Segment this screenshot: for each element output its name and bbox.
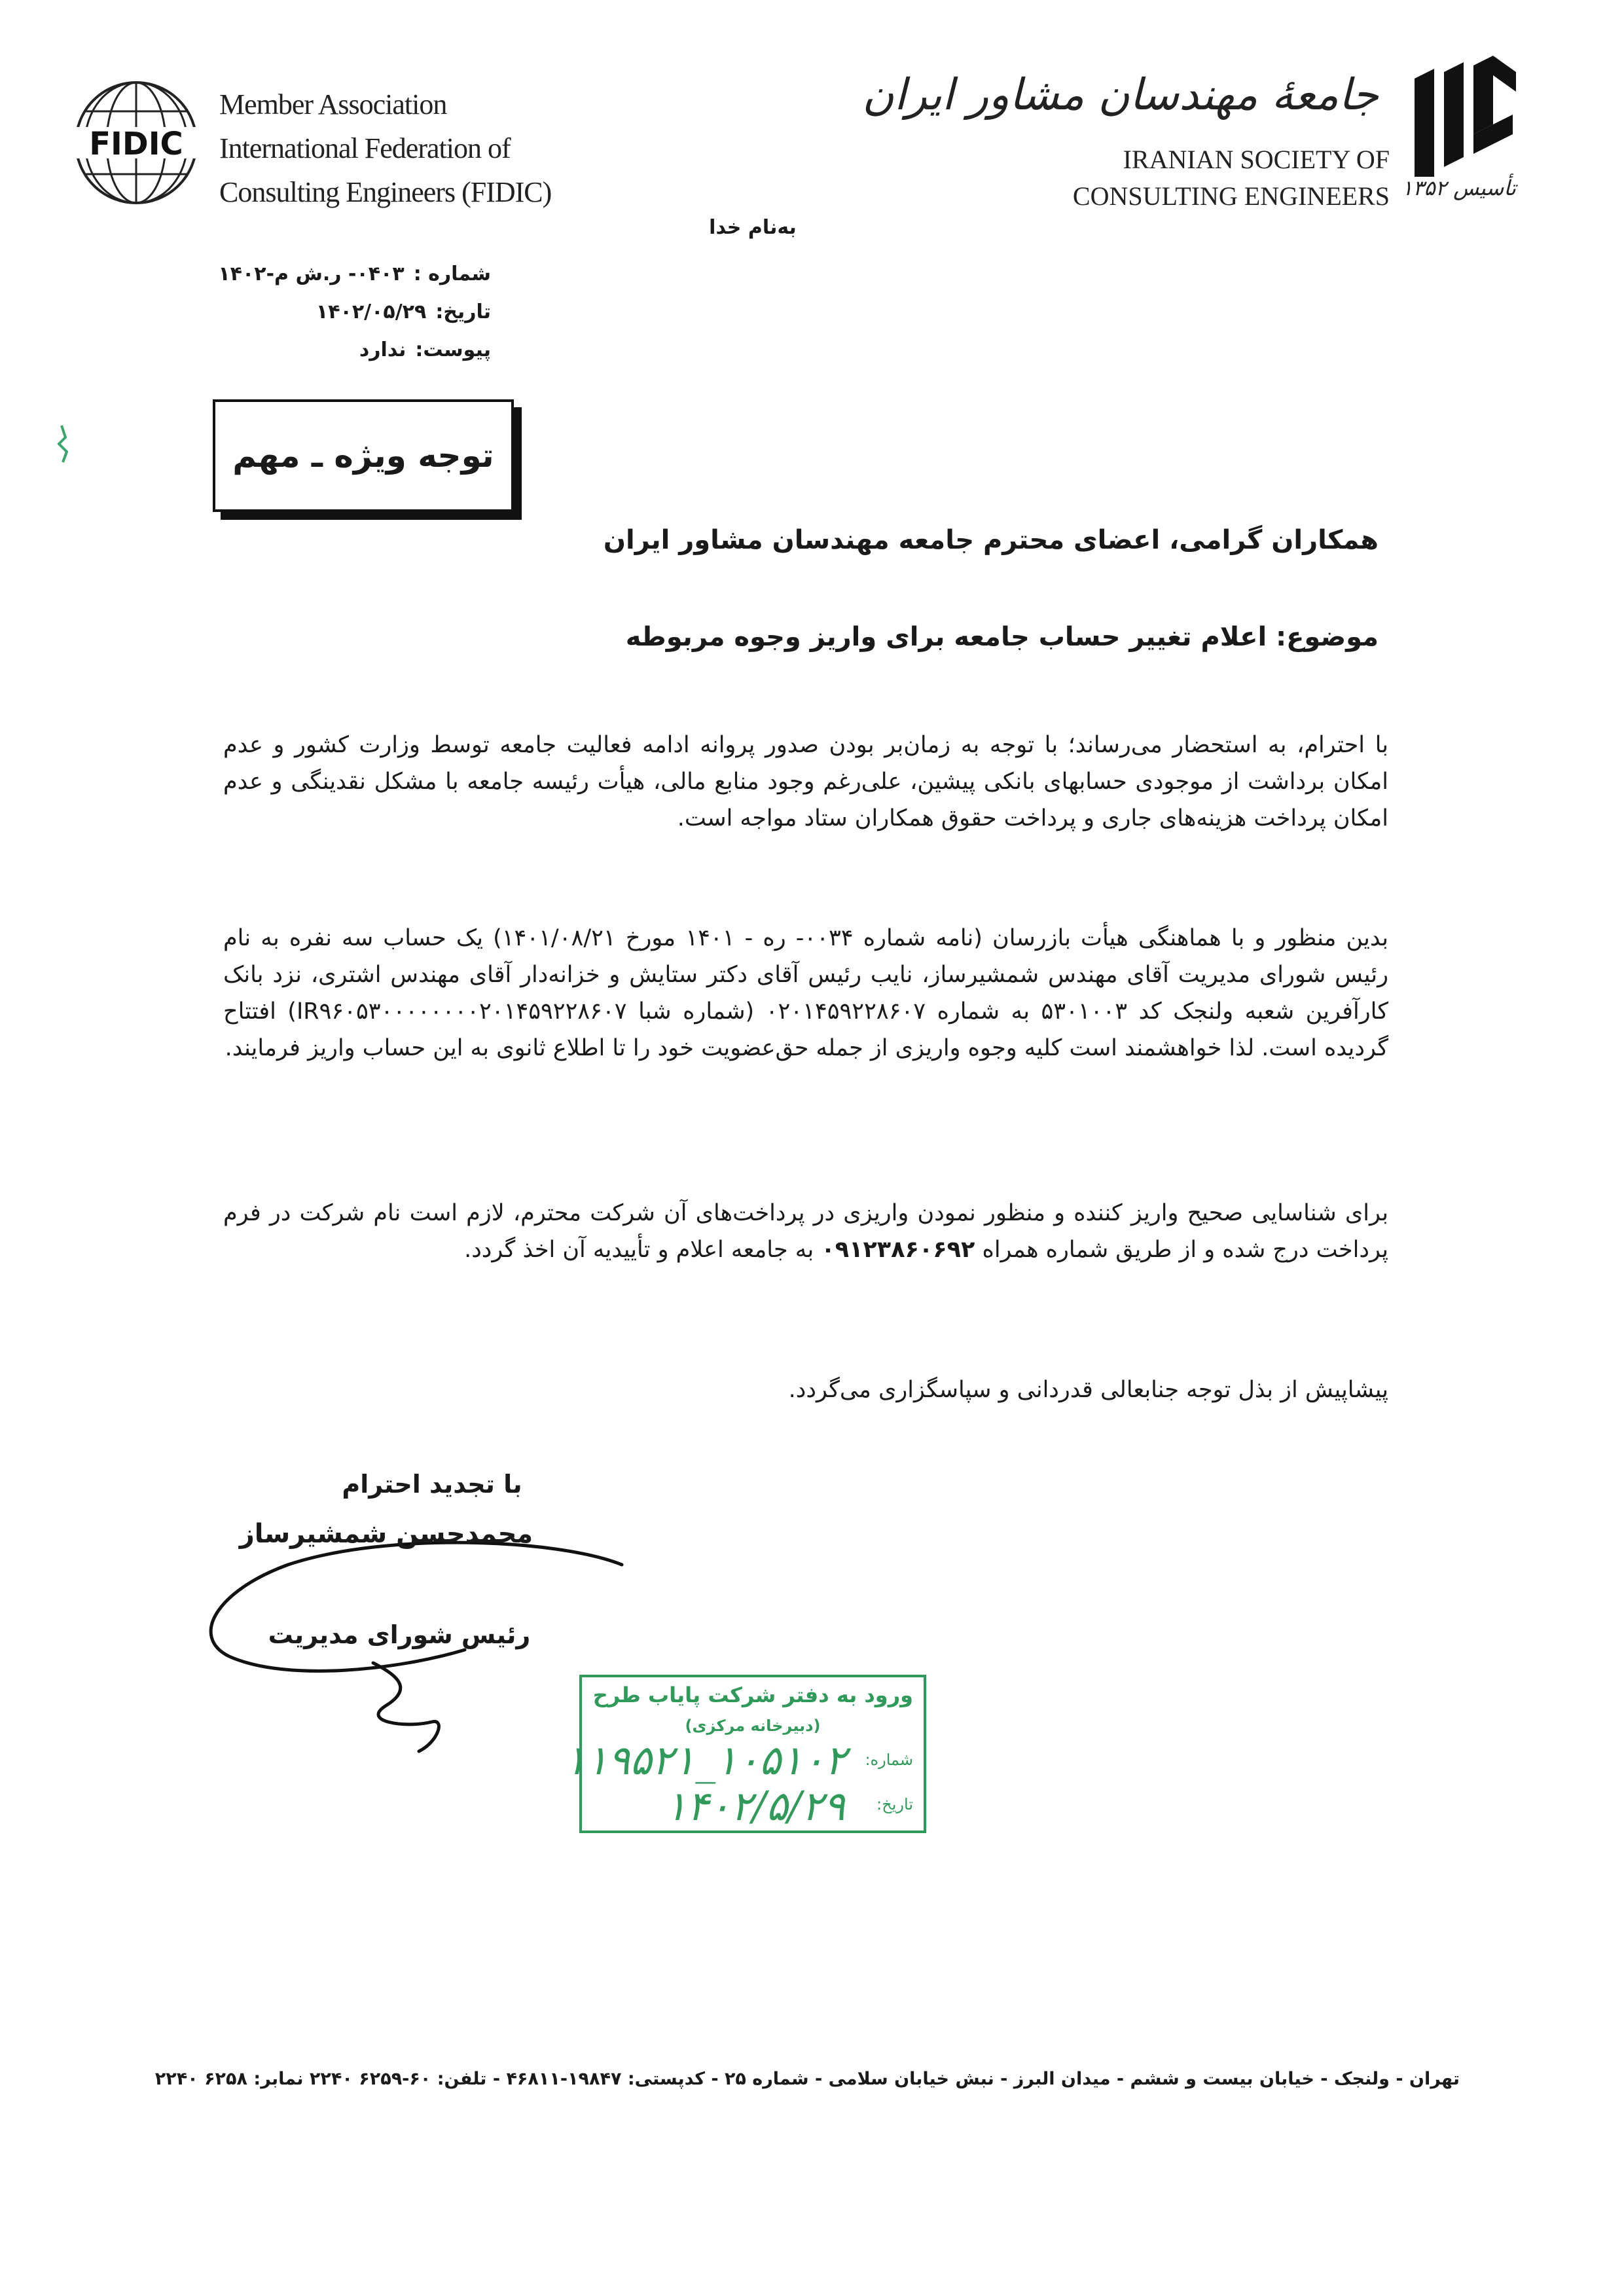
letter-attachment-label: پیوست: (415, 338, 491, 361)
signer-name: محمدحسن شمشیرساز (239, 1519, 533, 1549)
society-name-english (931, 141, 1390, 215)
letter-attachment-value: ندارد (359, 338, 406, 361)
stamp-title: ورود به دفتر شرکت پایاب طرح (592, 1683, 913, 1707)
fidic-line-3: Consulting Engineers (FIDIC) (219, 176, 552, 208)
fidic-line-1: Member Association (219, 88, 447, 120)
paragraph-3 (223, 1195, 1388, 1268)
paragraph-4: پیشاپیش از بذل توجه جنابعالی قدردانی و سپاسگزاری می‌گردد. (788, 1377, 1388, 1403)
stamp-date-label: تاریخ: (876, 1795, 913, 1813)
stamp-subtitle: (دبیرخانه مرکزی) (685, 1717, 821, 1735)
letter-attachment-row (216, 331, 491, 369)
society-logo (1408, 52, 1519, 183)
stamp-number-label: شماره: (865, 1751, 913, 1769)
letter-date-value: ۱۴۰۲/۰۵/۲۹ (316, 301, 427, 323)
stamp-date-value: ۱۴۰۲/۵/۲۹ (665, 1782, 845, 1830)
paragraph-3-part-1: برای شناسایی صحیح واریز کننده و منظور نمودن واریزی در پرداخت‌های آن شرکت محترم، لازم است نام شرکت در فرم پرداخت درج شده و از طریق شماره همراه (223, 1200, 1388, 1263)
paragraph-2: بدین منظور و با هماهنگی هیأت بازرسان (نامه شماره ۰۰۳۴- ره - ۱۴۰۱ مورخ ۱۴۰۱/۰۸/۲۱) یک حساب سه نفره به نام رئیس شورای مدیریت آقای مهندس شمشیرساز، نایب رئیس آقای دکتر ستایش و خزانه‌دار آقای مهندس اشتری، نزد بانک کارآفرین شعبه ولنجک کد ۵۳۰۱۰۰۳ به شماره ۰۲۰۱۴۵۹۲۲۸۶۰۷ (شماره شبا IR۹۶۰۵۳۰۰۰۰۰۰۰۰۲۰۱۴۵۹۲۲۸۶۰۷) افتتاح گردیده است. لذا خواهشمند است کلیه وجوه واریزی از جمله حق‌عضویت خود را تا اطلاع ثانوی به این حساب واریز فرمایند. (223, 925, 1389, 1061)
important-notice-box (213, 399, 514, 512)
fidic-logo-text: FIDIC (89, 126, 183, 162)
society-founded-year: تأسیس ۱۳۵۲ (1401, 175, 1516, 200)
letter-number-row (216, 255, 491, 293)
fidic-line-2: International Federation of (219, 132, 511, 164)
stamp-number-value: ۱۰۵۱۰۲_۱۱۹۵۲۱ (564, 1736, 846, 1784)
basmala: به‌نام خدا (709, 216, 797, 239)
margin-mark (54, 424, 73, 464)
incoming-mail-stamp (564, 1675, 926, 1833)
subject-line: موضوع: اعلام تغییر حساب جامعه برای واریز وجوه مربوطه (625, 622, 1379, 652)
fidic-association-text (219, 82, 586, 214)
salutation: همکاران گرامی، اعضای محترم جامعه مهندسان مشاور ایران (603, 525, 1379, 555)
society-name-en-line-1: IRANIAN SOCIETY OF (1123, 145, 1390, 174)
paragraph-1: با احترام، به استحضار می‌رساند؛ با توجه به زمان‌بر بودن صدور پروانه ادامه فعالیت جامعه توسط وزارت کشور و عدم امکان برداشت از موجودی حسابهای بانکی پیشین، علی‌رغم وجود منابع مالی، هیأت رئیسه جامعه با مشکل نقدینگی و عدم امکان پرداخت هزینه‌های جاری و پرداخت حقوق همکاران ستاد مواجه است. (223, 732, 1388, 831)
important-notice-text: توجه ویژه ـ مهم (232, 437, 494, 475)
signer-title: رئیس شورای مدیریت (268, 1620, 531, 1649)
letter-number-label: شماره : (413, 263, 491, 285)
society-name-en-line-2: CONSULTING ENGINEERS (1072, 181, 1390, 211)
fidic-globe-logo (71, 77, 202, 208)
letter-meta (216, 255, 491, 369)
letter-date-row (216, 293, 491, 331)
letter-date-label: تاریخ: (435, 301, 491, 323)
letter-number-value: ۰۴۰۳- ر.ش م-۱۴۰۲ (218, 263, 405, 285)
society-name-persian: جامعهٔ مهندسان مشاور ایران (862, 69, 1379, 120)
paragraph-3-part-2: به جامعه اعلام و تأییدیه آن اخذ گردد. (464, 1237, 821, 1263)
mobile-number: ۰۹۱۲۳۸۶۰۶۹۲ (821, 1237, 975, 1263)
closing-phrase: با تجدید احترام (342, 1470, 522, 1499)
footer-address: تهران - ولنجک - خیابان بیست و ششم - میدان البرز - نبش خیابان سلامی - شماره ۲۵ - کدپستی: ۱۹۸۴۷-۴۶۸۱۱ - تلفن: ۶۰-۶۲۵۹ ۲۲۴۰ نمابر: ۶۲۵۸ ۲۲۴۰ (154, 2069, 1460, 2089)
